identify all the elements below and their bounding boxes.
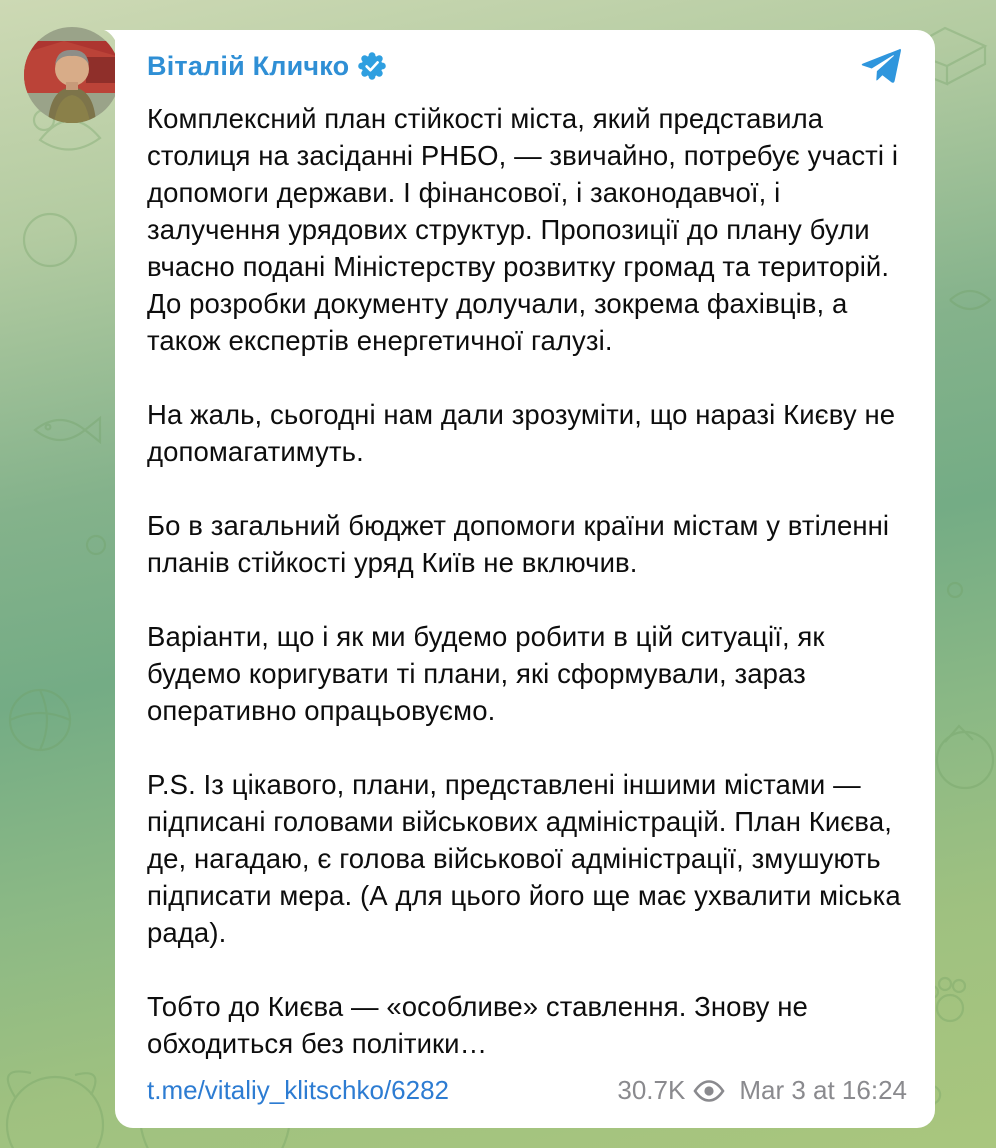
views-eye-icon: [693, 1079, 725, 1103]
post-paragraph: Варіанти, що і як ми будемо робити в цій ситуації, як будемо коригувати ті плани, які сформували, зараз оперативно опрацьовуємо.: [147, 621, 825, 726]
message-bubble: [115, 30, 935, 1128]
views-count: 30.7K: [617, 1075, 686, 1105]
post-link[interactable]: t.me/vitaliy_klitschko/6282: [147, 1075, 450, 1105]
post-paragraph: P.S. Із цікавого, плани, представлені іншими містами — підписані головами військових адміністрацій. План Києва, де, нагадаю, є голова військової адміністрації, змушують підписати мера. (А для цього його ще має ухвалити міська рада).: [147, 769, 901, 948]
bubble-tail: [104, 30, 124, 56]
message-footer: [147, 1075, 907, 1106]
message-header: [147, 48, 905, 84]
verified-badge-icon: [358, 52, 386, 80]
timestamp: Mar 3 at 16:24: [739, 1075, 907, 1105]
post-paragraph: Комплексний план стійкості міста, який представила столиця на засіданні РНБО, — звичайно, потребує участі і допомоги держави. І фінансової, і законодавчої, і залучення урядових структур. Пропозиції до плану були вчасно подані Міністерству розвитку громад та територій. До розробки документу долучали, зокрема фахівців, а також експертів енергетичної галузі.: [147, 103, 899, 356]
views-group: [617, 1075, 725, 1106]
message-meta: [617, 1075, 907, 1106]
channel-title[interactable]: [147, 51, 386, 82]
post-body: [147, 100, 905, 1062]
post-paragraph: Тобто до Києва — «особливе» ставлення. Знову не обходиться без політики…: [147, 991, 808, 1059]
telegram-plane-icon[interactable]: [861, 48, 901, 84]
post-paragraph: На жаль, сьогодні нам дали зрозуміти, що наразі Києву не допомагатимуть.: [147, 399, 896, 467]
post-paragraph: Бо в загальний бюджет допомоги країни містам у втіленні планів стійкості уряд Київ не включив.: [147, 510, 890, 578]
channel-name[interactable]: Віталій Кличко: [147, 50, 350, 81]
